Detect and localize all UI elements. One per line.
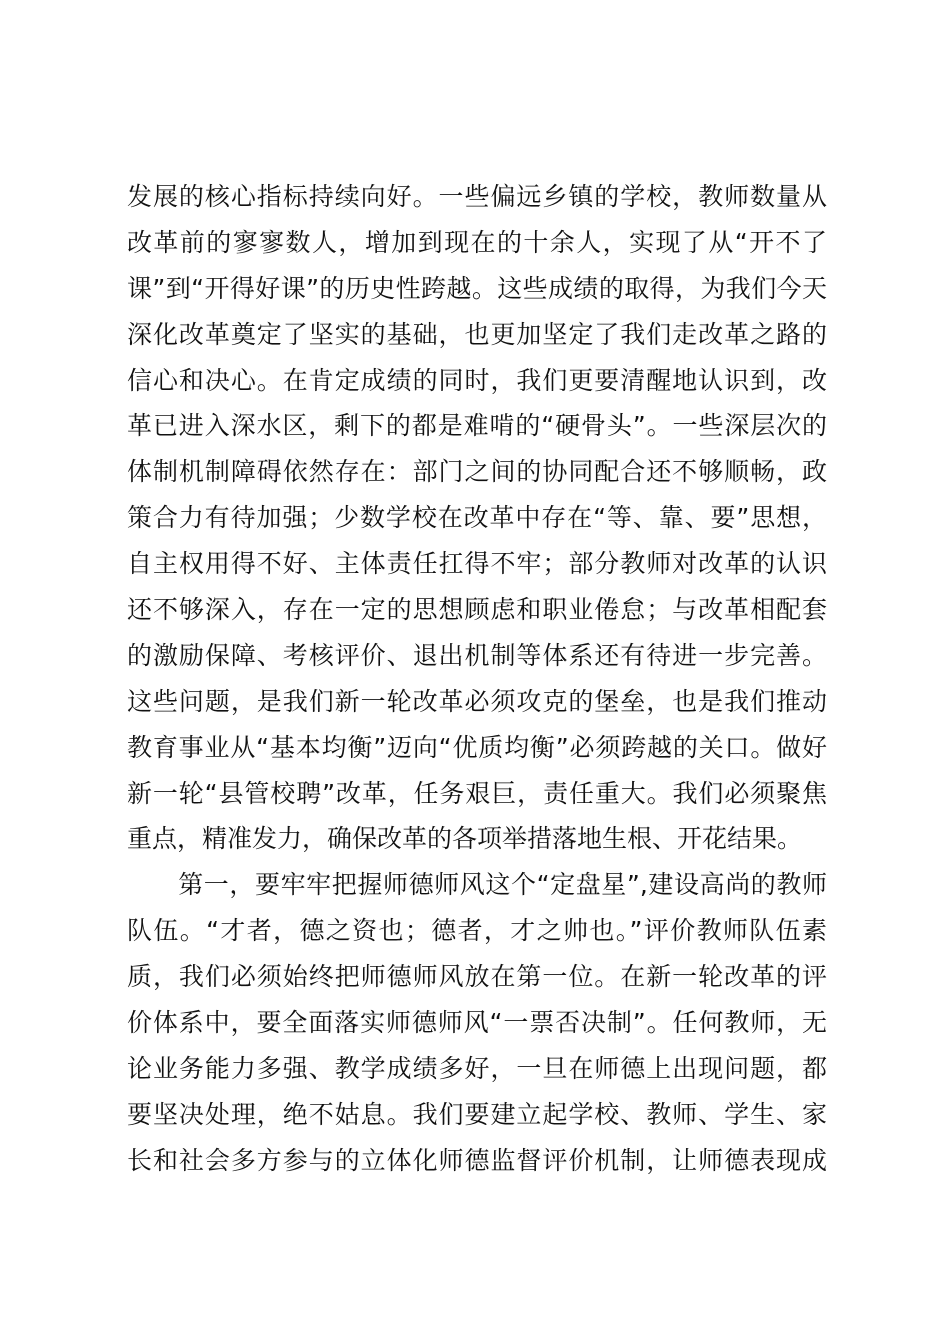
- text-line: 发展的核心指标持续向好。一些偏远乡镇的学校，教师数量从: [127, 182, 827, 211]
- text-line: 第一，要牢牢把握师德师风这个“定盘星”,建设高尚的教师: [127, 870, 827, 900]
- text-line: 课”到“开得好课”的历史性跨越。这些成绩的取得，为我们今天: [127, 273, 827, 303]
- text-line: 自主权用得不好、主体责任扛得不牢；部分教师对改革的认识: [127, 549, 827, 579]
- text-line: 队伍。“才者，德之资也；德者，才之帅也。”评价教师队伍素: [127, 916, 827, 946]
- text-line: 策合力有待加强；少数学校在改革中存在“等、靠、要”思想，: [127, 503, 827, 533]
- text-line: 要坚决处理，绝不姑息。我们要建立起学校、教师、学生、家: [127, 1099, 827, 1129]
- text-line: 革已进入深水区，剩下的都是难啃的“硬骨头”。一些深层次的: [127, 411, 827, 441]
- text-line: 价体系中，要全面落实师德师风“一票否决制”。任何教师，无: [127, 1008, 827, 1038]
- text-line: 长和社会多方参与的立体化师德监督评价机制，让师德表现成: [127, 1145, 827, 1175]
- body-text: [127, 174, 827, 1184]
- text-line: 还不够深入，存在一定的思想顾虑和职业倦怠；与改革相配套: [127, 595, 827, 625]
- text-line: 论业务能力多强、教学成绩多好，一旦在师德上出现问题，都: [127, 1053, 827, 1083]
- text-line: 质，我们必须始终把师德师风放在第一位。在新一轮改革的评: [127, 962, 827, 992]
- text-line: 教育事业从“基本均衡”迈向“优质均衡”必须跨越的关口。做好: [127, 732, 827, 762]
- text-line: 信心和决心。在肯定成绩的同时，我们更要清醒地认识到，改: [127, 365, 827, 395]
- text-line: 深化改革奠定了坚实的基础，也更加坚定了我们走改革之路的: [127, 319, 827, 349]
- text-line: 重点，精准发力，确保改革的各项举措落地生根、开花结果。: [127, 824, 803, 854]
- text-line: 新一轮“县管校聘”改革，任务艰巨，责任重大。我们必须聚焦: [127, 778, 827, 808]
- text-line: 改革前的寥寥数人，增加到现在的十余人，实现了从“开不了: [127, 227, 827, 257]
- text-line: 这些问题，是我们新一轮改革必须攻克的堡垒，也是我们推动: [127, 686, 827, 716]
- text-line: 体制机制障碍依然存在：部门之间的协同配合还不够顺畅，政: [127, 457, 827, 487]
- text-line: 的激励保障、考核评价、退出机制等体系还有待进一步完善。: [127, 640, 827, 670]
